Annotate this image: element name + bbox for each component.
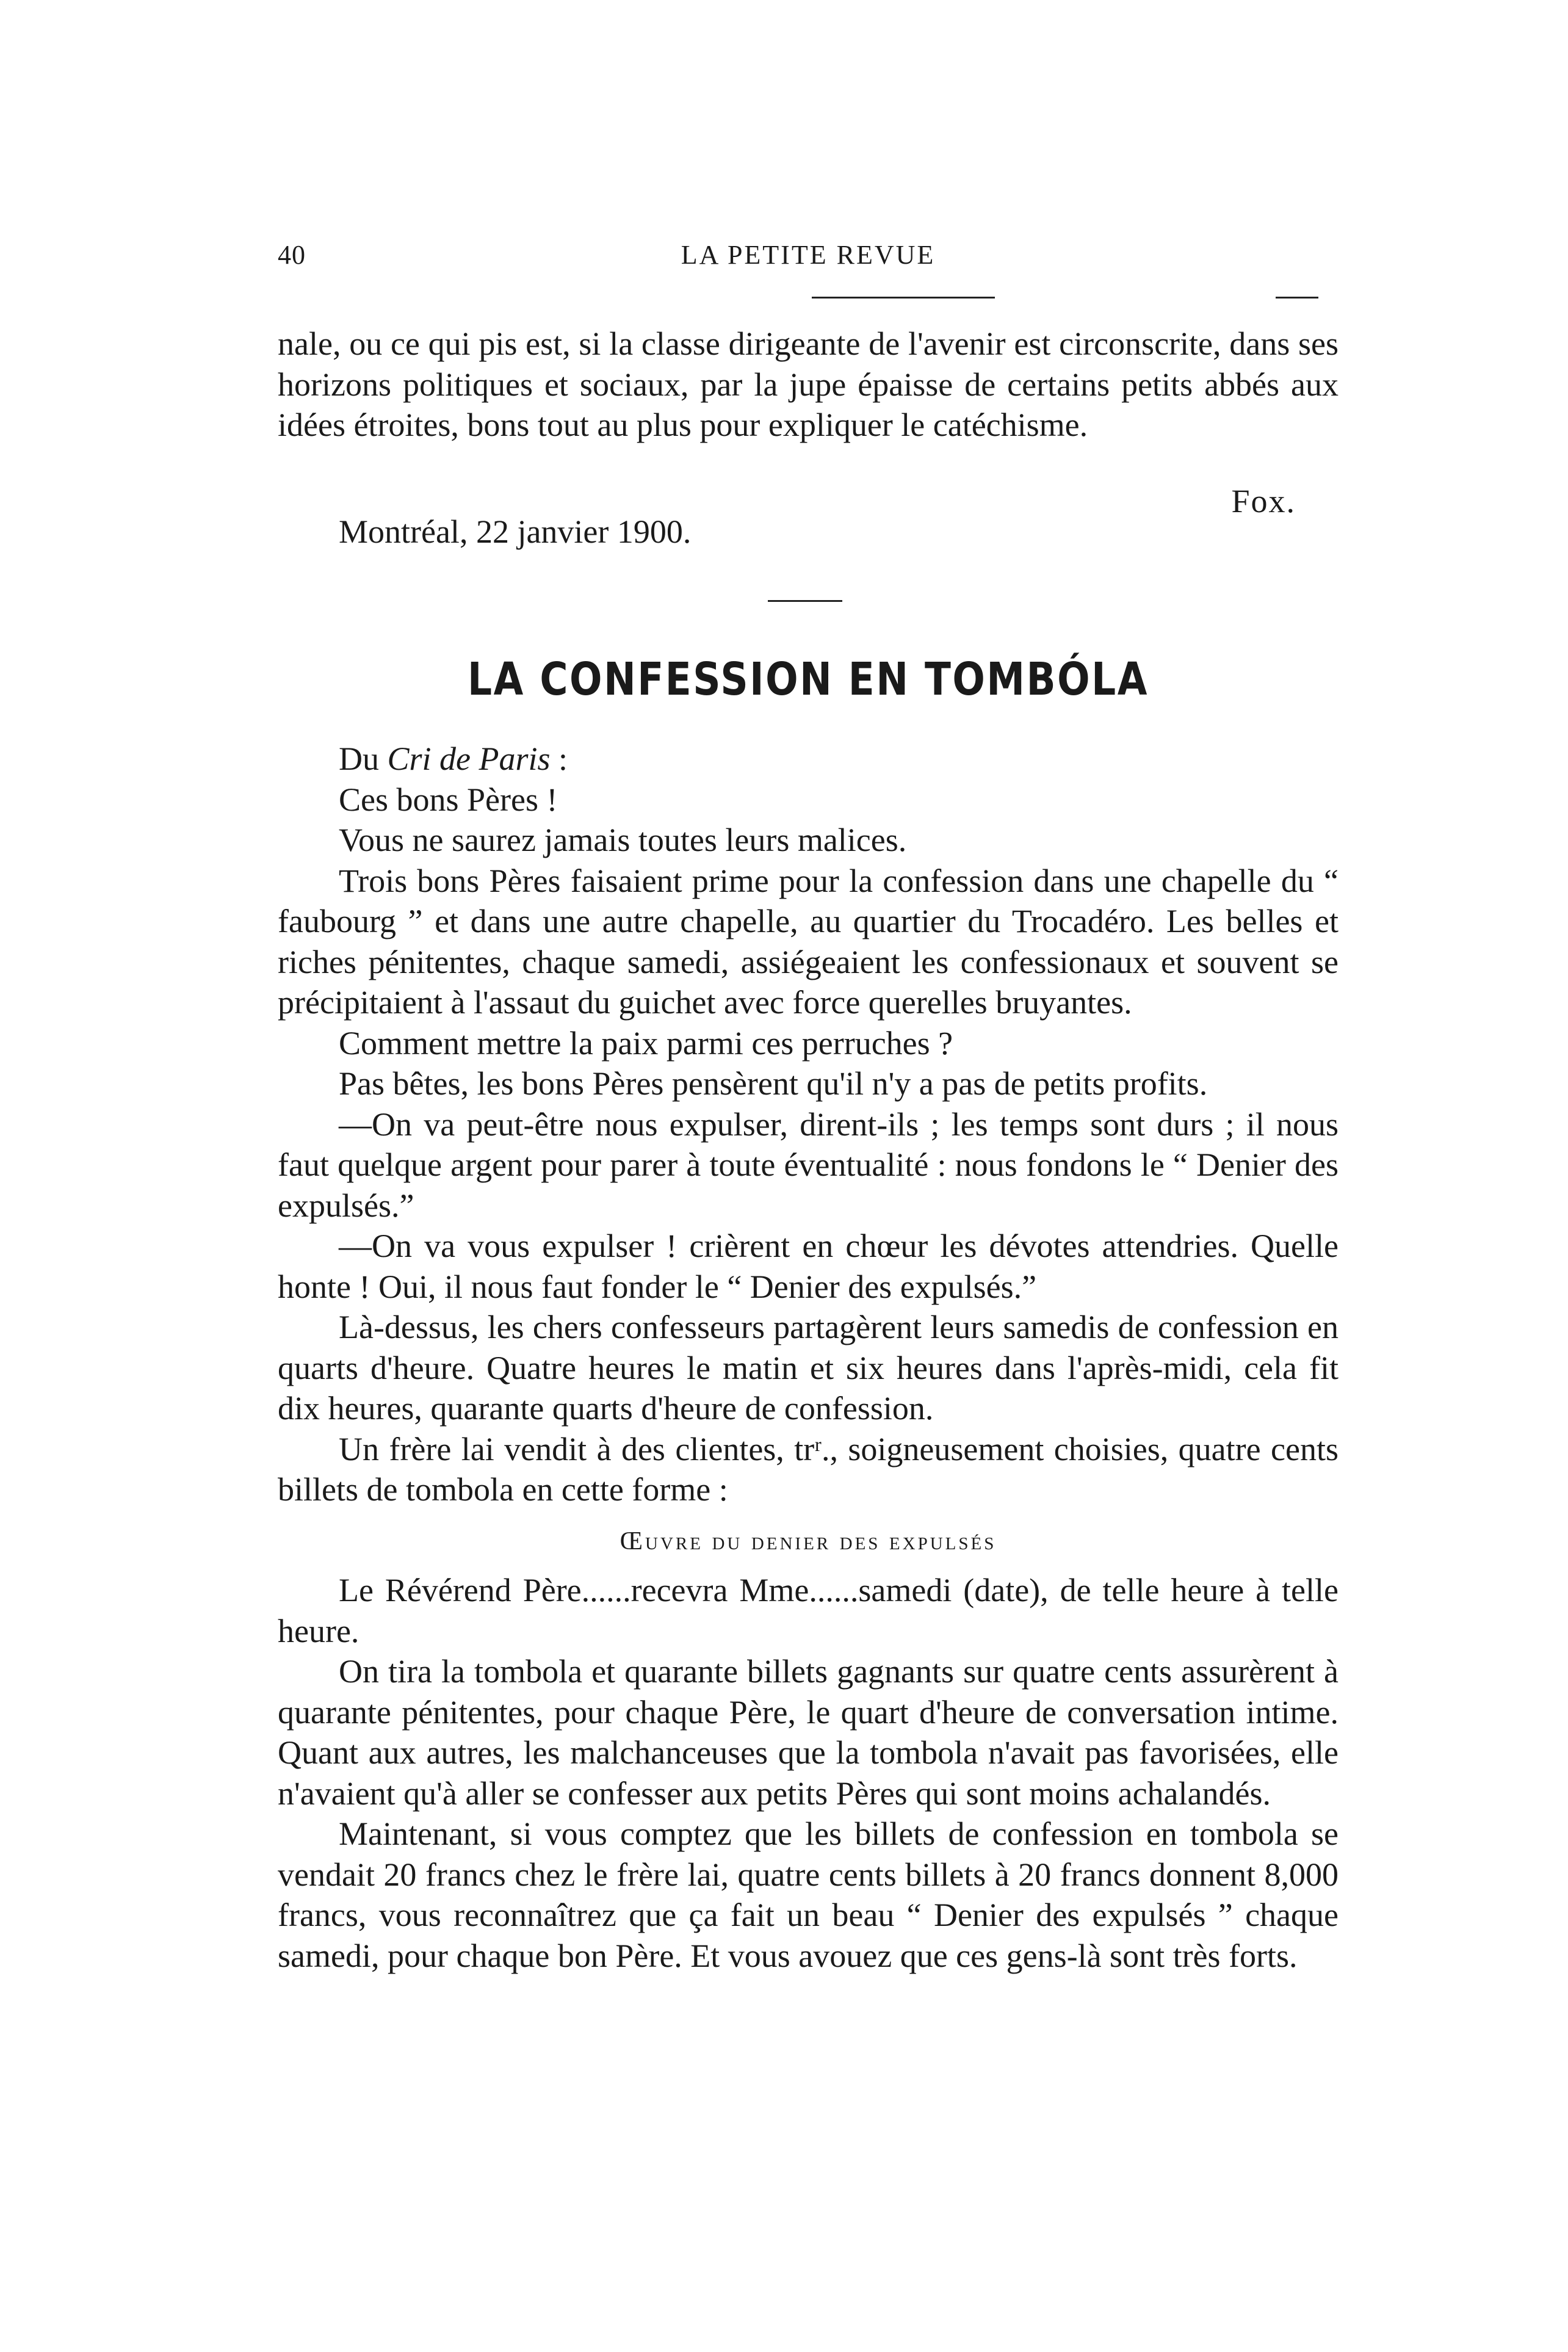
- running-title: LA PETITE REVUE: [681, 240, 936, 270]
- page-number: 40: [278, 240, 306, 270]
- paragraph: Trois bons Pères faisaient prime pour la confession dans une chapelle du “ faubourg ” et dans une autre chapelle, au quartier du Trocadéro. Les belles et riches pénitentes, chaque samedi, assiégeaient les confessionaux et souvent se précipitaient à l'assaut du guichet avec force querelles bruyantes.: [278, 862, 1339, 1021]
- author-signature: Fox.: [1231, 483, 1296, 519]
- article-title: LA CONFESSION EN TOMBÓLA: [468, 653, 1149, 706]
- paragraph: Maintenant, si vous comptez que les billets de confession en tombola se vendait 20 francs chez le frère lai, quatre cents billets à 20 francs donnent 8,000 francs, vous reconnaîtrez que ça fait un beau “ Denier des expulsés ” chaque samedi, pour chaque bon Père. Et vous avouez que ces gens-là sont très forts.: [278, 1815, 1339, 1974]
- source-line: [278, 739, 1339, 780]
- article-separator: [768, 600, 842, 602]
- paragraph: Là-dessus, les chers confesseurs partagèrent leurs samedis de confession en quarts d'heure. Quatre heures le matin et six heures dans l'après-midi, cela fit dix heures, quarante quarts d'heure de confession.: [278, 1309, 1339, 1427]
- paragraph: On tira la tombola et quarante billets gagnants sur quatre cents assurèrent à quarante pénitentes, pour chaque Père, le quart d'heure de conversation intime. Quant aux autres, les malchanceuses que la tombola n'avait pas favorisées, elle n'avaient qu'à aller se confesser aux petits Pères qui sont moins achalandés.: [278, 1653, 1339, 1812]
- source-name: Cri de Paris: [387, 740, 551, 777]
- previous-article-ending: [278, 324, 1339, 446]
- dateline: Montréal, 22 janvier 1900.: [339, 513, 692, 550]
- section-heading: Œuvre du denier des expulsés: [620, 1527, 997, 1555]
- continuation-paragraph: nale, ou ce qui pis est, si la classe dirigeante de l'avenir est circonscrite, dans ses horizons politiques et sociaux, par la jupe épaisse de certains petits abbés aux idées étroites, bons tout au plus pour expliquer le catéchisme.: [278, 325, 1339, 443]
- paragraph: —On va vous expulser ! crièrent en chœur les dévotes attendries. Quelle honte ! Oui, il nous faut fonder le “ Denier des expulsés.”: [278, 1228, 1339, 1305]
- paragraph: Un frère lai vendit à des clientes, trʳ., soigneusement choisies, quatre cents billets de tombola en cette forme :: [278, 1430, 1339, 1508]
- paragraph: Pas bêtes, les bons Pères pensèrent qu'il n'y a pas de petits profits.: [339, 1065, 1208, 1102]
- paragraph: Comment mettre la paix parmi ces perruches ?: [339, 1024, 953, 1062]
- article-body: [278, 739, 1339, 1976]
- paragraph: Vous ne saurez jamais toutes leurs malices.: [339, 822, 907, 858]
- header-rule: [812, 297, 995, 299]
- paragraph: Le Révérend Père......recevra Mme......samedi (date), de telle heure à telle heure.: [278, 1572, 1339, 1649]
- paragraph: —On va peut-être nous expulser, dirent-ils ; les temps sont durs ; il nous faut quelque argent pour parer à toute éventualité : nous fondons le “ Denier des expulsés.”: [278, 1105, 1339, 1224]
- header-rule-right: [1276, 297, 1318, 299]
- source-prefix: Du: [339, 740, 388, 777]
- paragraph: Ces bons Pères !: [339, 781, 558, 818]
- page-header: [278, 239, 1339, 276]
- source-suffix: :: [550, 740, 568, 777]
